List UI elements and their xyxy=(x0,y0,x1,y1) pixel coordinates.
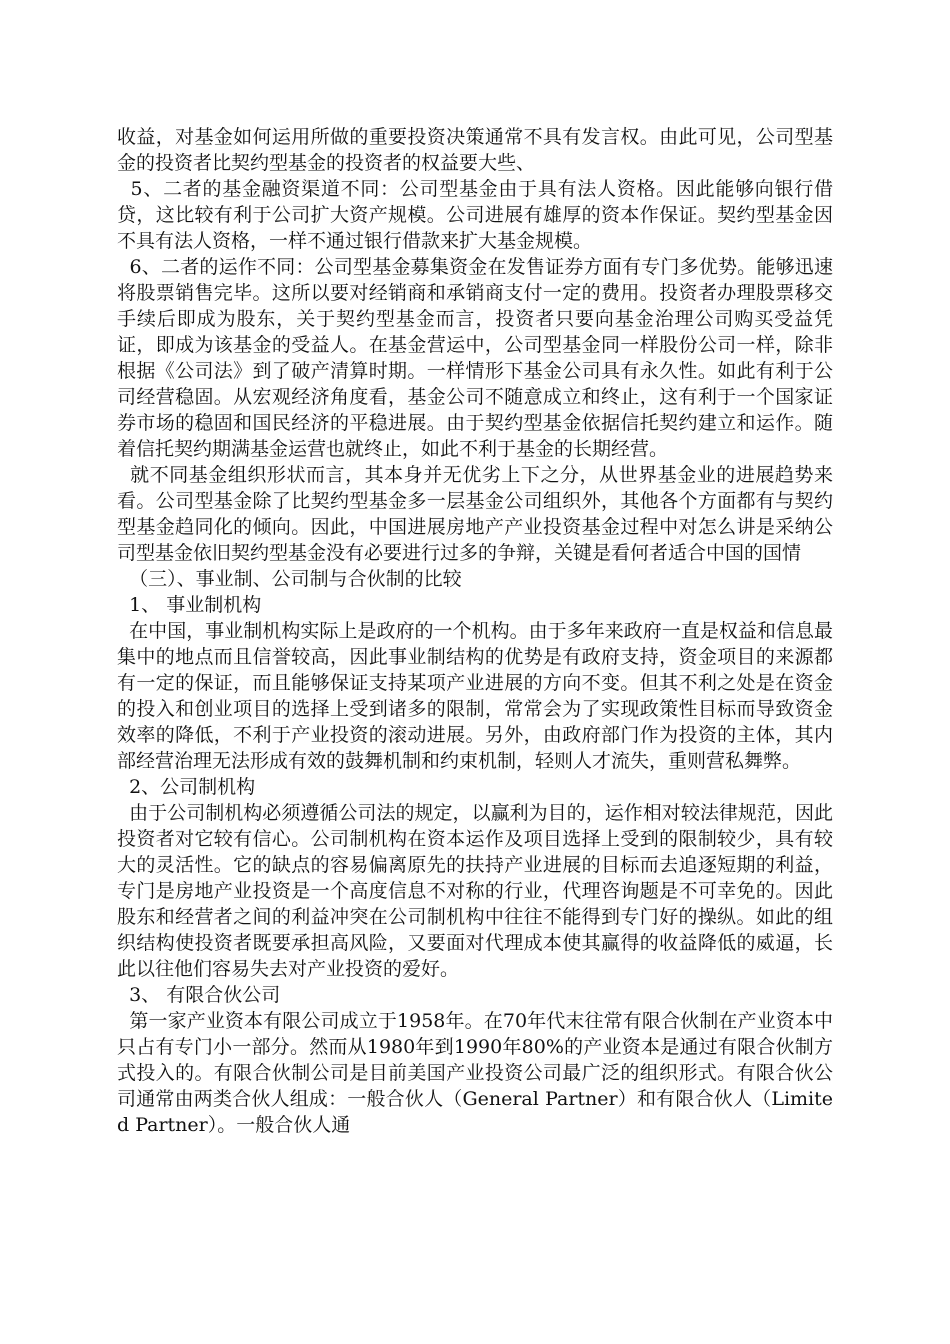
paragraph-limited-partnership: 第一家产业资本有限公司成立于1958年。在70年代末往常有限合伙制在产业资本中只占有专门小一部分。然而从1980年到1990年80%的产业资本是通过有限合伙制方式投入的。有限合伙制公司是目前美国产业投资公司最广泛的组织形式。有限合伙公司通常由两类合伙人组成：一般合伙人（General Partner）和有限合伙人（Limited Partner）。一般合伙人通 xyxy=(117,1010,833,1136)
subheading-corporate-institution: 2、公司制机构 xyxy=(117,776,256,798)
paragraph-public-institution: 在中国，事业制机构实际上是政府的一个机构。由于多年来政府一直是权益和信息最集中的地点而且信誉较高，因此事业制结构的优势是有政府支持，资金项目的来源都有一定的保证，而且能够保证支持某项产业进展的方向不变。但其不利之处是在资金的投入和创业项目的选择上受到诸多的限制，常常会为了实现政策性目标而导致资金效率的降低，不利于产业投资的滚动进展。另外，由政府部门作为投资的主体，其内部经营治理无法形成有效的鼓舞机制和约束机制，轻则人才流失，重则营私舞弊。 xyxy=(117,620,833,772)
paragraph-corporate-institution: 由于公司制机构必须遵循公司法的规定，以赢利为目的，运作相对较法律规范，因此投资者对它较有信心。公司制机构在资本运作及项目选择上受到的限制较少，具有较大的灵活性。它的缺点的容易偏离原先的扶持产业进展的目标而去追逐短期的利益，专门是房地产业投资是一个高度信息不对称的行业，代理咨询题是不可幸免的。因此股东和经营者之间的利益冲突在公司制机构中往往不能得到专门好的操纵。如此的组织结构使投资者既要承担高风险，又要面对代理成本使其赢得的收益降低的威逼，长此以往他们容易失去对产业投资的爱好。 xyxy=(117,802,833,980)
paragraph-summary: 就不同基金组织形状而言，其本身并无优劣上下之分，从世界基金业的进展趋势来看。公司型基金除了比契约型基金多一层基金公司组织外，其他各个方面都有与契约型基金趋同化的倾向。因此，中国进展房地产产业投资基金过程中对怎么讲是采纳公司型基金依旧契约型基金没有必要进行过多的争辩，关键是看何者适合中国的国情 xyxy=(117,464,833,564)
document-page xyxy=(117,124,833,1138)
paragraph-point-6: 6、二者的运作不同：公司型基金募集资金在发售证券方面有专门多优势。能够迅速将股票销售完毕。这所以要对经销商和承销商支付一定的费用。投资者办理股票移交手续后即成为股东，关于契约型基金而言，投资者只要向基金治理公司购买受益凭证，即成为该基金的受益人。在基金营运中，公司型基金同一样股份公司一样，除非根据《公司法》到了破产清算时期。一样情形下基金公司具有永久性。如此有利于公司经营稳固。从宏观经济角度看，基金公司不随意成立和终止，这有利于一个国家证券市场的稳固和国民经济的平稳进展。由于契约型基金依据信托契约建立和运作。随着信托契约期满基金运营也就终止，如此不利于基金的长期经营。 xyxy=(117,256,833,460)
subheading-public-institution: 1、 事业制机构 xyxy=(117,594,262,616)
section-heading-comparison: （三）、事业制、公司制与合伙制的比较 xyxy=(117,568,462,590)
paragraph-point-5: 5、二者的基金融资渠道不同：公司型基金由于具有法人资格。因此能够向银行借贷，这比较有利于公司扩大资产规模。公司进展有雄厚的资本作保证。契约型基金因不具有法人资格，一样不通过银行借款来扩大基金规模。 xyxy=(117,178,833,252)
paragraph-continuation: 收益，对基金如何运用所做的重要投资决策通常不具有发言权。由此可见，公司型基金的投资者比契约型基金的投资者的权益要大些、 xyxy=(117,126,833,174)
subheading-limited-partnership: 3、 有限合伙公司 xyxy=(117,984,281,1006)
